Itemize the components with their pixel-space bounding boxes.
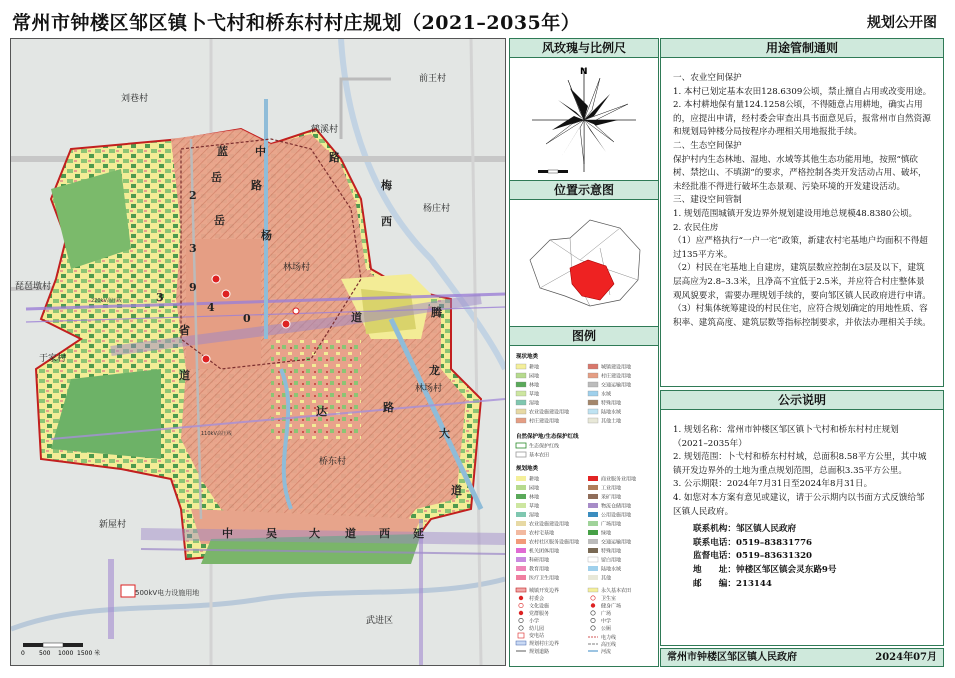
svg-text:水域: 水域 — [601, 391, 612, 398]
legend-symbols-left — [516, 587, 559, 655]
usage-line: 一、农业空间保护 — [673, 73, 742, 83]
usage-line: （2）村民在宅基地上自建房，建筑层数应控制在3层及以下，建筑层高应为2.8–3.3米，且净高不宜低于2.5米，并应符合村庄整体景观风貌要求，需要办理规划手续的，要向邹区镇人民政府进行申请。 — [673, 263, 931, 301]
svg-text:农业设施建设用地: 农业设施建设用地 — [529, 521, 570, 528]
svg-text:党群服务: 党群服务 — [529, 611, 550, 617]
svg-text:耕地: 耕地 — [529, 364, 540, 371]
road-label: 路 — [383, 401, 394, 414]
place-label: 杨庄村 — [423, 204, 451, 214]
usage-line: 二、生态空间保护 — [673, 140, 742, 151]
planning-map[interactable] — [10, 38, 506, 666]
svg-text:物流仓储用地: 物流仓储用地 — [601, 503, 632, 510]
svg-text:生态保护红线: 生态保护红线 — [529, 443, 560, 450]
svg-text:变电站: 变电站 — [529, 633, 545, 639]
svg-text:村庄建设用地: 村庄建设用地 — [529, 418, 560, 425]
svg-text:陆地水域: 陆地水域 — [601, 409, 622, 416]
svg-text:其他土地: 其他土地 — [601, 418, 622, 425]
svg-text:文化设施: 文化设施 — [529, 603, 550, 610]
usage-line: 保护村内生态林地、湿地、水域等其他生态功能用地，按照“慎砍树、禁挖山、不填湖”的要求，严格控制各类开发活动占用、破坏，未经批准不得进行破坏生态景观、污染环境的开发建设活动。 — [673, 154, 927, 192]
svg-text:商业服务业用地: 商业服务业用地 — [601, 476, 637, 483]
usage-line: 三、建设空间管制 — [673, 195, 742, 206]
svg-text:教育用地: 教育用地 — [529, 566, 550, 573]
road-label: 达 — [316, 405, 327, 418]
footer-date: 2024年07月 — [875, 652, 937, 663]
contact-row: 监督电话：0519–83631320 — [693, 551, 813, 562]
svg-text:耕地: 耕地 — [529, 476, 540, 483]
svg-text:草地: 草地 — [529, 503, 540, 510]
svg-text:中学: 中学 — [601, 618, 612, 625]
road-label: 蓝 — [217, 145, 228, 158]
publicity-badge: 规划公开图 — [867, 15, 937, 31]
road-label: 中 — [222, 527, 233, 540]
svg-text:林地: 林地 — [529, 382, 540, 389]
svg-text:特殊用地: 特殊用地 — [601, 400, 622, 407]
road-label: 路 — [251, 179, 262, 192]
road-label: 大 — [309, 527, 320, 540]
location-panel — [509, 180, 659, 327]
road-label: 9 — [189, 281, 197, 294]
road-label: 大 — [439, 427, 450, 440]
notice-title: 公示说明 — [661, 391, 943, 410]
place-label: 前王村 — [419, 74, 447, 84]
svg-text:医疗卫生用地: 医疗卫生用地 — [529, 575, 560, 582]
svg-text:规划地类: 规划地类 — [516, 466, 539, 472]
legend-current-left — [516, 364, 569, 425]
svg-text:广场用地: 广场用地 — [601, 521, 622, 528]
contact-row: 邮 编：213144 — [693, 578, 772, 589]
road-label: 路 — [329, 151, 340, 164]
svg-text:陆地水域: 陆地水域 — [601, 566, 622, 573]
contact-row: 联系机构：邹区镇人民政府 — [693, 524, 797, 535]
svg-text:园地: 园地 — [529, 373, 540, 380]
page-title: 常州市钟楼区邹区镇卜弋村和桥东村村庄规划（2021–2035年） — [12, 12, 581, 34]
road-label: 龙 — [429, 364, 440, 377]
compass-panel — [509, 38, 659, 181]
legend-current-right — [588, 364, 631, 425]
svg-text:电力线: 电力线 — [601, 635, 617, 641]
road-label: 中 — [255, 145, 266, 158]
map-canvas — [11, 39, 505, 665]
road-label: 岳 — [214, 214, 225, 227]
usage-rules-panel — [660, 38, 944, 387]
svg-text:农村宅基地: 农村宅基地 — [529, 530, 555, 537]
svg-text:科研用地: 科研用地 — [529, 557, 550, 564]
place-label: 于家村 — [39, 354, 67, 364]
infra-label: 500kV电力设施用地 — [135, 589, 200, 597]
svg-text:交通运输用地: 交通运输用地 — [601, 539, 632, 546]
svg-text:基本农田: 基本农田 — [529, 452, 550, 459]
legend-plan-left — [516, 476, 579, 582]
road-label: 0 — [243, 312, 251, 325]
svg-text:永久基本农田: 永久基本农田 — [601, 588, 632, 594]
north-label: N — [580, 67, 588, 77]
svg-text:采矿用地: 采矿用地 — [601, 494, 622, 501]
usage-line: （3）村集体统筹建设的村民住宅，应符合规划确定的用地性质、容积率、建筑高度、建筑层数等指标控制要求，并依法办理相关手续。 — [673, 304, 931, 328]
place-label: 桥东村 — [319, 457, 347, 467]
svg-text:规划道路: 规划道路 — [529, 649, 550, 655]
usage-line: 1. 本村已划定基本农田128.6309公顷，禁止擅自占用或改变用途。 — [673, 86, 932, 97]
svg-text:公用设施用地: 公用设施用地 — [601, 512, 632, 519]
svg-text:工业用地: 工业用地 — [601, 485, 622, 492]
place-label: 鹤溪村 — [311, 125, 339, 135]
legend-title: 图例 — [510, 327, 658, 346]
svg-text:农村社区服务设施用地: 农村社区服务设施用地 — [529, 539, 580, 546]
road-label: 梅 — [381, 179, 392, 192]
svg-text:村庄建设用地: 村庄建设用地 — [601, 373, 632, 380]
svg-text:规划村庄边界: 规划村庄边界 — [529, 641, 560, 647]
location-map — [510, 200, 658, 324]
svg-text:健身广场: 健身广场 — [601, 603, 622, 610]
road-label: 延 — [413, 527, 424, 540]
road-label: 3 — [156, 291, 164, 304]
svg-text:机关团体用地: 机关团体用地 — [529, 548, 560, 555]
contact-row: 联系电话：0519–83831776 — [693, 537, 813, 548]
svg-text:其他: 其他 — [601, 575, 612, 582]
notice-line: 4. 如您对本方案有意见或建议，请于公示期内以书面方式反馈给邹区镇人民政府。 — [673, 492, 925, 517]
svg-text:交通运输用地: 交通运输用地 — [601, 382, 632, 389]
svg-text:留白用地: 留白用地 — [601, 557, 622, 564]
svg-text:林地: 林地 — [529, 494, 540, 501]
svg-text:特殊用地: 特殊用地 — [601, 548, 622, 555]
road-label: 杨 — [261, 229, 272, 242]
road-label: 省 — [179, 324, 190, 337]
svg-text:高压线: 高压线 — [601, 642, 617, 648]
legend-symbols-right — [588, 587, 631, 655]
road-label: 道 — [351, 311, 362, 324]
svg-text:农业设施建设用地: 农业设施建设用地 — [529, 409, 570, 416]
svg-text:0: 0 — [21, 650, 25, 657]
infra-label: 220kV高压线 — [91, 298, 122, 304]
road-label: 道 — [179, 369, 190, 382]
svg-text:城镇建设用地: 城镇建设用地 — [601, 364, 632, 371]
contact-row: 地 址：钟楼区邹区镇会灵东路9号 — [693, 564, 837, 575]
usage-line: 1. 规划范围城镇开发边界外规划建设用地总规模48.8380公顷。 — [673, 208, 918, 219]
svg-text:村委会: 村委会 — [529, 596, 545, 602]
footer-bar — [660, 648, 944, 667]
place-label: 武进区 — [366, 616, 394, 626]
place-label: 琵琶墩村 — [15, 282, 52, 292]
svg-text:500: 500 — [39, 650, 51, 657]
usage-rules-title: 用途管制通则 — [661, 39, 943, 58]
usage-line: 2. 本村耕地保有量124.1258公顷，不得随意占用耕地，确实占用的，应提出申请，经村委会审查出具书面意见后，报常州市自然资源和规划局钟楼分局按程序办理相关用地报批手续。 — [673, 100, 931, 138]
place-label: 刘巷村 — [121, 94, 149, 104]
svg-text:园地: 园地 — [529, 485, 540, 492]
svg-text:1500 米: 1500 米 — [77, 650, 101, 657]
legend-plan-right — [588, 476, 636, 582]
notice-panel — [660, 390, 944, 646]
road-label: 吴 — [266, 527, 277, 540]
place-label: 林场村 — [283, 263, 311, 273]
notice-line: 2. 规划范围：卜弋村和桥东村村域，总面积8.58平方公里，其中城镇开发边界外的土地为重点规划范围，总面积3.35平方公里。 — [673, 452, 927, 476]
road-label: 岳 — [211, 171, 222, 184]
svg-text:草地: 草地 — [529, 391, 540, 398]
svg-text:1000: 1000 — [58, 650, 74, 657]
svg-text:小学: 小学 — [529, 618, 540, 625]
road-label: 道 — [451, 484, 462, 497]
svg-text:城镇开发边界: 城镇开发边界 — [529, 588, 560, 594]
road-label: 西 — [379, 527, 390, 540]
svg-text:卫生室: 卫生室 — [601, 596, 617, 602]
compass-title: 风玫瑰与比例尺 — [510, 39, 658, 58]
legend-panel — [509, 326, 659, 667]
notice-line: 3. 公示期限：2024年7月31日至2024年8月31日。 — [673, 479, 873, 490]
svg-text:自然保护地/生态保护红线: 自然保护地/生态保护红线 — [516, 434, 579, 440]
road-label: 3 — [189, 242, 197, 255]
svg-text:现状地类: 现状地类 — [516, 354, 539, 360]
notice-line: 1. 规划名称：常州市钟楼区邹区镇卜弋村和桥东村村庄规划（2021–2035年） — [673, 425, 899, 449]
svg-text:河流: 河流 — [601, 649, 612, 655]
footer-org: 常州市钟楼区邹区镇人民政府 — [667, 652, 797, 663]
road-label: 道 — [345, 527, 356, 540]
svg-text:幼儿园: 幼儿园 — [529, 626, 545, 632]
road-label: 4 — [207, 301, 215, 314]
road-label: 西 — [381, 215, 392, 228]
location-title: 位置示意图 — [510, 181, 658, 200]
road-label: 腾 — [431, 306, 442, 319]
svg-text:湿地: 湿地 — [529, 400, 540, 407]
place-label: 林场村 — [415, 384, 443, 394]
svg-text:湿地: 湿地 — [529, 512, 540, 519]
place-label: 新屋村 — [99, 520, 127, 530]
wind-rose — [510, 58, 658, 178]
svg-text:绿地: 绿地 — [601, 530, 612, 537]
usage-line: 2. 农民住房 — [673, 222, 719, 233]
usage-line: （1）应严格执行“一户一宅”政策，新建农村宅基地户均面积不得超过135平方米。 — [673, 236, 928, 260]
infra-label: 110kV高压线 — [201, 431, 232, 437]
road-label: 2 — [189, 189, 197, 202]
svg-text:公厕: 公厕 — [601, 626, 612, 632]
legend-body — [510, 346, 658, 664]
svg-text:广场: 广场 — [601, 611, 612, 617]
